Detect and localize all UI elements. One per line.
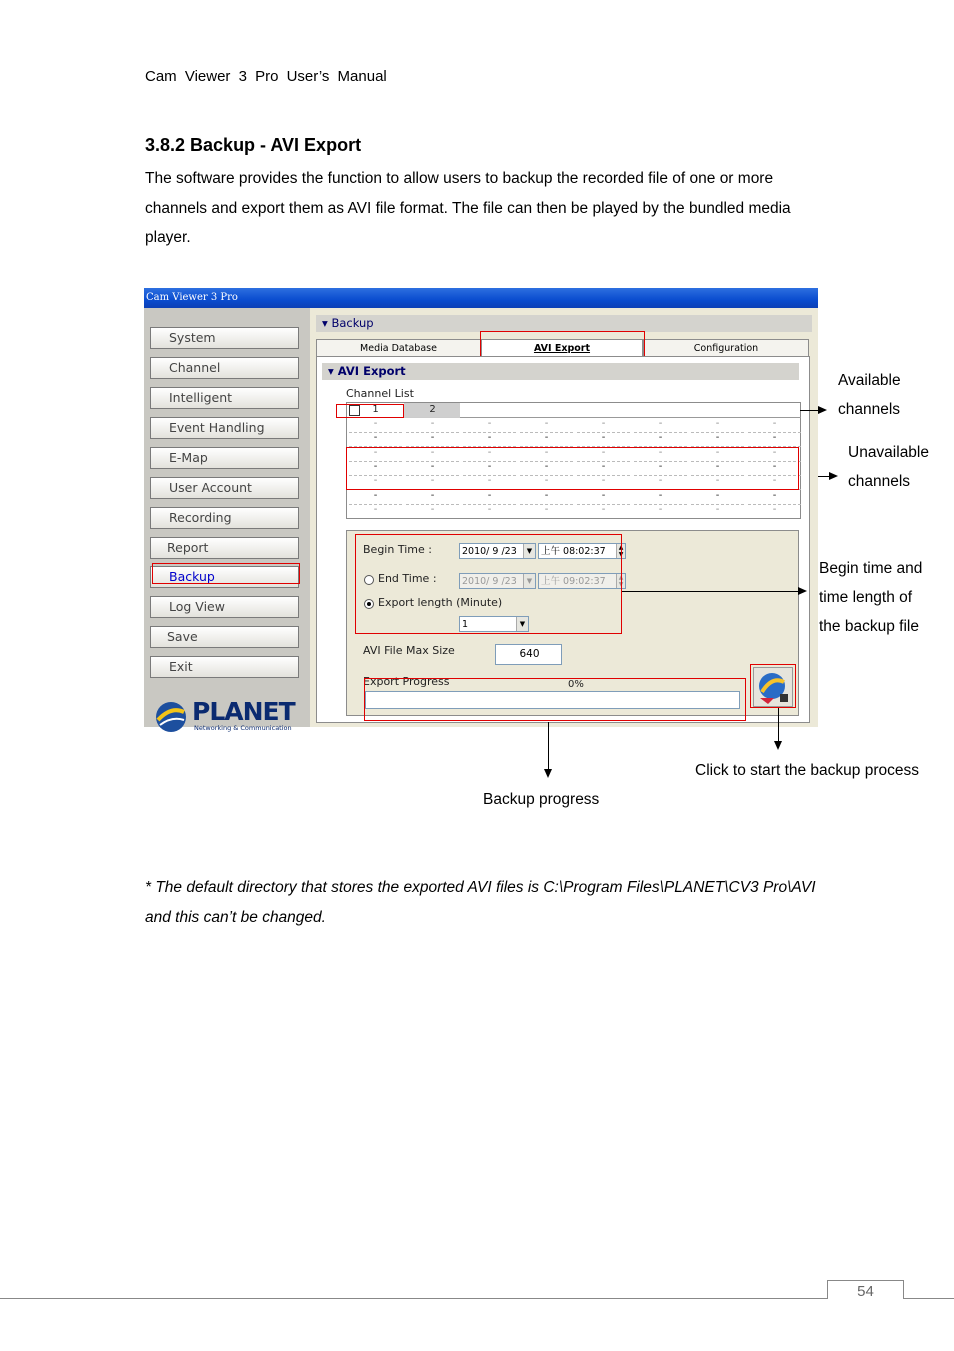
tab-avi-export[interactable]: AVI Export	[481, 339, 643, 357]
sidebar-item-exit[interactable]: Exit	[150, 656, 299, 678]
channel-cell-unavailable: -	[601, 460, 606, 472]
channel-list-label: Channel List	[346, 387, 414, 400]
channel-cell-unavailable: -	[601, 475, 606, 487]
sidebar-item-recording[interactable]: Recording	[150, 507, 299, 529]
channel-cell-unavailable: -	[487, 503, 492, 515]
export-progress-label: Export Progress	[363, 675, 450, 688]
channel-cell-unavailable: -	[772, 489, 777, 501]
channel-cell-unavailable: -	[715, 489, 720, 501]
channel-cell-unavailable: -	[715, 446, 720, 458]
channel-cell-unavailable: -	[544, 432, 549, 444]
backup-header-label: Backup	[331, 316, 374, 330]
channel-cell-unavailable: -	[772, 418, 777, 429]
channel-cell-unavailable: -	[601, 446, 606, 458]
sidebar-item-intelligent[interactable]: Intelligent	[150, 387, 299, 409]
end-date-value: 2010/ 9 /23	[462, 576, 517, 587]
begin-date-value: 2010/ 9 /23	[462, 546, 517, 557]
export-length-value: 1	[462, 619, 469, 630]
channel-cell-unavailable: -	[430, 432, 435, 444]
channel-cell-unavailable: -	[487, 475, 492, 487]
channel-cell-unavailable: -	[715, 503, 720, 515]
channel-cell-unavailable: -	[658, 503, 663, 515]
section-heading: 3.8.2 Backup - AVI Export	[145, 135, 362, 155]
channel-cell-unavailable: -	[487, 432, 492, 444]
channel-cell-unavailable: -	[601, 432, 606, 444]
running-header: Cam Viewer 3 Pro User’s Manual	[145, 68, 387, 85]
callout-backup-progress: Backup progress	[483, 791, 600, 808]
channel-cell-unavailable: -	[544, 418, 549, 429]
channel-cell-unavailable: -	[715, 460, 720, 472]
channel-cell-unavailable: -	[373, 503, 378, 515]
channel-cell-unavailable: -	[373, 460, 378, 472]
channel-cell-unavailable: -	[487, 489, 492, 501]
page-number: 54	[827, 1280, 904, 1299]
arrow-right-icon	[829, 472, 838, 480]
arrow-right-icon	[818, 406, 827, 414]
export-length-label: Export length (Minute)	[378, 596, 503, 609]
max-size-input[interactable]: 640	[495, 644, 562, 665]
callout-unavailable-channels: Unavailable channels	[848, 444, 929, 490]
sidebar-item-event-handling[interactable]: Event Handling	[150, 417, 299, 439]
backup-section-header	[316, 315, 812, 332]
channel-cell-unavailable: -	[430, 446, 435, 458]
callout-begin-time: Begin time and time length of the backup file	[819, 560, 923, 635]
end-time-value: 上午 09:02:37	[541, 576, 606, 587]
app-screenshot	[144, 288, 818, 732]
channel-cell-unavailable: -	[601, 489, 606, 501]
channel-cell-unavailable: -	[373, 432, 378, 444]
channel-cell-unavailable: -	[430, 418, 435, 429]
planet-logo	[154, 697, 295, 738]
sidebar-item-backup[interactable]: Backup	[150, 566, 299, 588]
highlight-unavailable-channels	[346, 447, 799, 490]
collapse-icon[interactable]: ▾	[322, 316, 332, 330]
channel-cell-unavailable: -	[487, 446, 492, 458]
begin-time-value: 上午 08:02:37	[541, 546, 606, 557]
channel-cell-unavailable: -	[430, 489, 435, 501]
channel-cell-unavailable: -	[715, 475, 720, 487]
sidebar-item-save[interactable]: Save	[150, 626, 299, 648]
sidebar-item-system[interactable]: System	[150, 327, 299, 349]
channel-cell-unavailable: -	[772, 460, 777, 472]
channel-cell-unavailable: -	[772, 475, 777, 487]
channel-cell-unavailable: -	[487, 460, 492, 472]
channel-cell-unavailable: -	[544, 489, 549, 501]
sidebar	[144, 308, 310, 732]
sidebar-item-emap[interactable]: E-Map	[150, 447, 299, 469]
channel-cell-unavailable: -	[487, 418, 492, 429]
channel-cell-unavailable: -	[373, 489, 378, 501]
channel-cell-unavailable: -	[544, 446, 549, 458]
channel-cell-unavailable: -	[772, 503, 777, 515]
collapse-icon[interactable]: ▾	[328, 364, 338, 378]
channel-1-label[interactable]: 1	[372, 404, 379, 415]
dropdown-arrow-icon[interactable]: ▼	[523, 544, 535, 558]
channel-cell-unavailable: -	[658, 432, 663, 444]
spin-arrows-icon[interactable]: ▲ ▼	[616, 574, 625, 588]
channel-cell-unavailable: -	[658, 475, 663, 487]
channel-cell-unavailable: -	[601, 503, 606, 515]
channel-cell-unavailable: -	[772, 446, 777, 458]
channel-cell-unavailable: -	[544, 460, 549, 472]
begin-time-label: Begin Time :	[363, 543, 432, 556]
tab-configuration[interactable]: Configuration	[643, 339, 809, 357]
arrow-down-icon	[544, 769, 552, 778]
channel-cell-unavailable: -	[601, 418, 606, 429]
channel-cell-unavailable: -	[373, 446, 378, 458]
channel-cell-unavailable: -	[373, 418, 378, 429]
sidebar-item-report[interactable]: Report	[150, 537, 299, 559]
avi-export-section-header	[322, 363, 799, 380]
max-size-label: AVI File Max Size	[363, 644, 455, 657]
sidebar-item-channel[interactable]: Channel	[150, 357, 299, 379]
channel-cell-unavailable: -	[658, 489, 663, 501]
window-title-bar: Cam Viewer 3 Pro	[144, 288, 818, 308]
channel-cell-unavailable: -	[544, 475, 549, 487]
callout-start-backup: Click to start the backup process	[695, 762, 919, 779]
channel-cell-unavailable: -	[658, 418, 663, 429]
channel-cell-unavailable: -	[544, 503, 549, 515]
logo-brand: PLANET	[192, 697, 295, 726]
sidebar-item-log-view[interactable]: Log View	[150, 596, 299, 618]
highlight-start-button	[750, 664, 796, 708]
logo-tagline: Networking & Communication	[194, 724, 292, 732]
spin-arrows-icon[interactable]: ▲ ▼	[616, 544, 625, 558]
end-time-label: End Time :	[378, 572, 437, 585]
highlight-time-settings	[355, 534, 622, 634]
dropdown-arrow-icon[interactable]: ▼	[516, 617, 528, 631]
highlight-progress	[364, 678, 746, 721]
arrow-down-icon	[774, 741, 782, 750]
footer-rule	[0, 1298, 954, 1299]
highlight-backup	[152, 563, 300, 584]
arrow-right-icon	[798, 587, 807, 595]
highlight-available-channels	[336, 404, 404, 418]
channel-cell-unavailable: -	[373, 475, 378, 487]
section-body: The software provides the function to allow users to backup the recorded file of one or more channels and export them as AVI file format. The file can then be played by the bundled media player.	[145, 170, 791, 246]
dropdown-arrow-icon[interactable]: ▼	[523, 574, 535, 588]
tab-media-database[interactable]: Media Database	[316, 339, 481, 357]
channel-2-label[interactable]: 2	[429, 404, 436, 415]
callout-available-channels: Available channels	[838, 372, 901, 418]
channel-cell-unavailable: -	[715, 432, 720, 444]
channel-cell-unavailable: -	[658, 446, 663, 458]
channel-cell-unavailable: -	[772, 432, 777, 444]
channel-cell-unavailable: -	[430, 475, 435, 487]
export-progress-percent: 0%	[568, 679, 584, 690]
channel-cell-unavailable: -	[658, 460, 663, 472]
avi-export-header-label: AVI Export	[337, 364, 406, 378]
sidebar-item-user-account[interactable]: User Account	[150, 477, 299, 499]
channel-cell-unavailable: -	[715, 418, 720, 429]
default-directory-note: * The default directory that stores the exported AVI files is C:\Program Files\PLANET\CV3 Pro\AVI and this can’t be changed.	[145, 879, 816, 926]
channel-cell-unavailable: -	[430, 460, 435, 472]
channel-cell-unavailable: -	[430, 503, 435, 515]
